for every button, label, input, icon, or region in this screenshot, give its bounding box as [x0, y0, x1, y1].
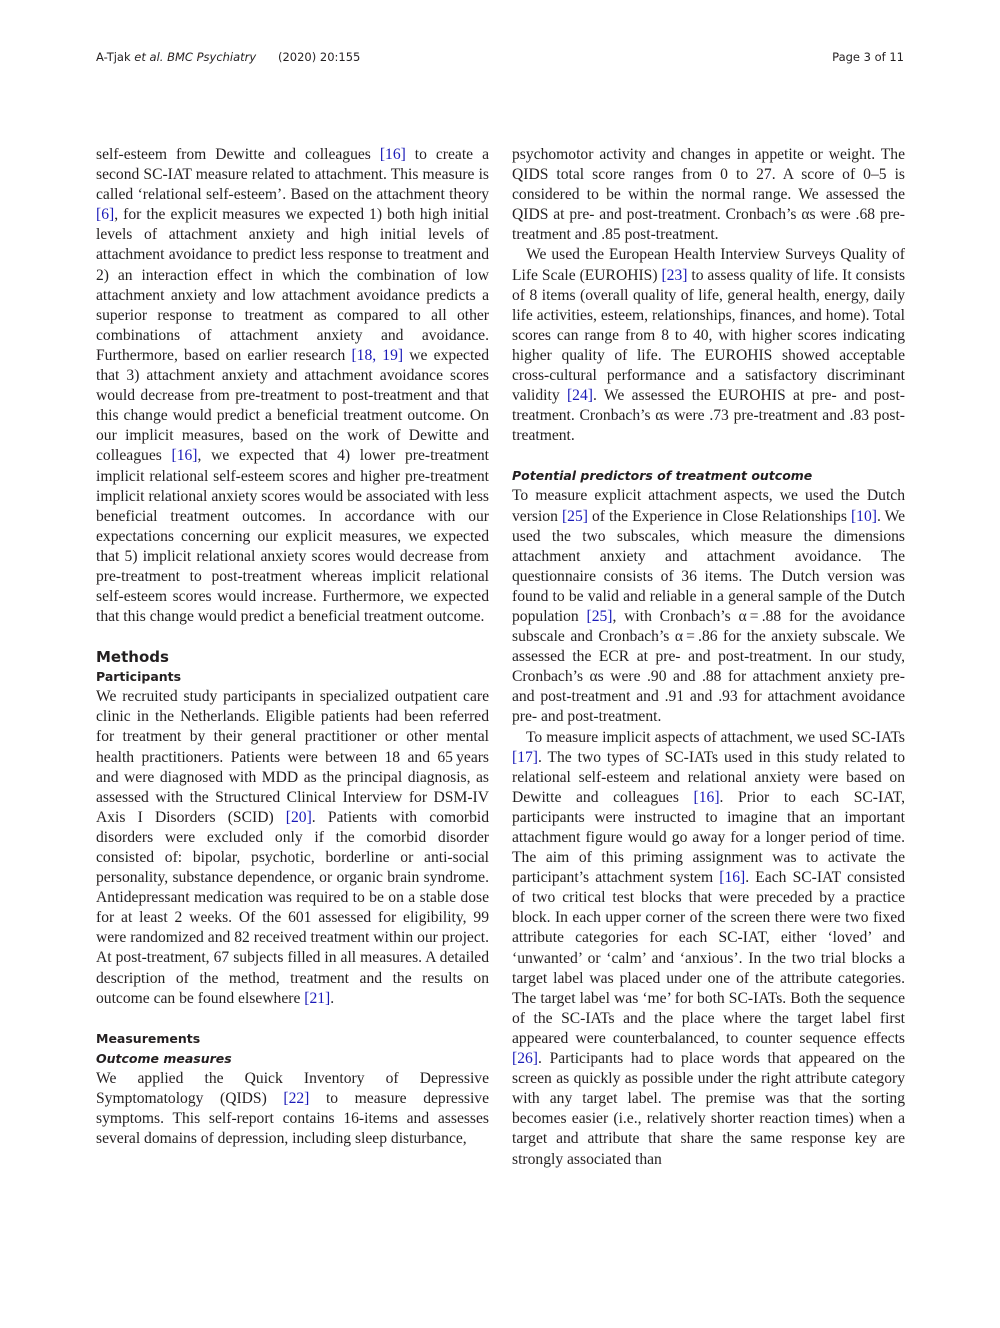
citation-link[interactable]: [25] — [561, 507, 588, 525]
paragraph: To measure explicit attachment aspects, we used the Dutch version [25] of the Experience in Close Relationships [10]. We used the two subscales, which measure the dimensions attachment anxiety and attachment avoidance. The questionnaire consists of 36 items. The Dutch version was found to be valid and reliable in a general sample of the Dutch population [25], with Cronbach’s α = .88 for the avoidance subscale and Cronbach’s α = .86 for the anxiety subscale. We assessed the ECR at pre- and post-treatment. In our study, Cronbach’s αs were .90 and .88 for attachment anxiety pre- and post-treatment and .91 and .93 for attachment avoidance pre- and post-treatment. — [512, 487, 905, 726]
subsection-heading-participants: Participants — [96, 669, 182, 685]
citation-link[interactable]: [16] — [379, 146, 406, 163]
journal-citation — [96, 50, 256, 64]
paragraph: We used the European Health Interview Surveys Quality of Life Scale (EUROHIS) [23] to assess quality of life. It consists of 8 items (overall quality of life, general health, energy, daily life activities, esteem, relationships, finances, and home). Total scores can range from 8 to 40, with higher scores indicating higher quality of life. The EUROHIS showed acceptable cross-cultural performance and a satisfactory discriminant validity [24]. We assessed the EUROHIS at pre- and post-treatment. Cronbach’s αs were .73 pre-treatment and .83 post-treatment. — [512, 246, 906, 445]
subsection-heading-measurements: Measurements — [96, 1030, 201, 1046]
header-journal: et al. BMC Psychiatry — [134, 50, 257, 64]
right-column — [512, 145, 905, 1170]
paragraph: We recruited study participants in specialized outpatient care clinic in the Netherlands. Eligible patients had been referred for treatment by their general practitioner or other mental health practitioners. Patients were between 18 and 65 years and were diagnosed with MDD as the principal diagnosis, as assessed with the Structured Clinical Interview for DSM-IV Axis I Disorders (SCID) [20]. Patients with comorbid disorders were excluded only if the comorbid disorder consisted of: bipolar, psychotic, borderline or anti-social personality, substance dependence, or organic brain syndrome. Antidepressant medication was required to be on a stable dose for at least 2 weeks. Of the 601 assessed for eligibility, 99 were randomized and 82 received treatment within our project. At post-treatment, 67 subjects filled in all measures. A detailed description of the method, treatment and the results on outcome can be found elsewhere [21]. — [96, 688, 489, 1007]
left-column — [96, 145, 489, 1149]
subsubsection-heading-outcome-measures: Outcome measures — [96, 1050, 232, 1066]
subsubsection-heading-potential-predictors: Potential predictors of treatment outcome — [512, 468, 813, 484]
citation-link[interactable]: [18, 19] — [351, 346, 404, 364]
page-number: Page 3 of 11 — [832, 50, 904, 64]
header-volume: (2020) 20:155 — [278, 50, 361, 64]
citation-link[interactable]: [16] — [719, 869, 746, 887]
paragraph: We applied the Quick Inventory of Depressive Symptomatology (QIDS) [22] to measure depressive symptoms. This self-report contains 16-items and assesses several domains of depression, including sleep disturbance, — [96, 1069, 490, 1148]
citation-link[interactable]: [23] — [661, 266, 688, 284]
citation-link[interactable]: [20] — [285, 808, 312, 826]
citation-link[interactable]: [17] — [512, 748, 538, 766]
citation-link[interactable]: [24] — [566, 387, 593, 405]
paragraph: To measure implicit aspects of attachment, we used SC-IATs [17]. The two types of SC-IATs used in this study related to relational self-esteem and relational anxiety were based on Dewitte and colleagues [16]. Prior to each SC-IAT, participants were instructed to imagine that an important attachment figure would go away for a longer period of time. The aim of this priming assignment was to activate the participant’s attachment system [16]. Each SC-IAT consisted of two critical test blocks that were preceded by a practice block. In each upper corner of the screen there were two fixed attribute categories for each SC-IAT, either ‘loved’ and ‘unwanted’ or ‘calm’ and ‘anxious’. In the two trial blocks a target label was placed under one of the attribute categories. The target label was ‘me’ for both SC-IATs. Both the sequence of the SC-IATs and the place where the target label first appeared were counterbalanced, to counter sequence effects [26]. Participants had to place words that appeared on the screen as quickly as possible under the right attribute category with any target label. The premise was that the sorting becomes easier (i.e., relatively shorter reaction times) when a target and attribute that share the same response key are strongly associated than — [512, 728, 906, 1168]
citation-link[interactable]: [26] — [512, 1050, 538, 1068]
citation-link[interactable]: [16] — [693, 788, 720, 806]
running-header — [96, 50, 904, 70]
paragraph: self-esteem from Dewitte and colleagues [16] to create a second SC-IAT measure related to attachment. This measure is called ‘relational self-esteem’. Based on the attachment theory [6], for the explicit measures we expected 1) both high initial levels of attachment anxiety and high initial levels of attachment avoidance to predict less response to treatment and 2) an interaction effect in which the combination of low attachment anxiety and low attachment avoidance predicts a superior response to treatment as compared to all other combinations of attachment anxiety and avoidance. Furthermore, based on earlier research [18, 19] we expected that 3) attachment anxiety and attachment avoidance scores would decrease from pre-treatment to post-treatment and that this change would predict a beneficial treatment outcome. On our implicit measures, based on the work of Dewitte and colleagues [16], we expected that 4) lower pre-treatment implicit relational self-esteem scores and higher pre-treatment implicit relational anxiety scores would be associated with less beneficial treatment outcomes. In accordance with our expectations concerning our explicit measures, we expected that 5) implicit relational anxiety scores would decrease from pre-treatment to post-treatment whereas implicit relational self-esteem scores would increase. Furthermore, we expected that this change would predict a beneficial treatment outcome. — [96, 146, 490, 626]
section-heading-methods: Methods — [96, 648, 169, 667]
citation-link[interactable]: [25] — [586, 607, 613, 625]
paragraph: psychomotor activity and changes in appetite or weight. The QIDS total score ranges from 0 to 27. A score of 0–5 is considered to be within the normal range. We assessed the QIDS at pre- and post-treatment. Cronbach’s αs were .68 pre-treatment and .85 post-treatment. — [512, 146, 905, 244]
citation-link[interactable]: [10] — [850, 507, 877, 525]
header-authors: A-Tjak — [96, 50, 131, 64]
citation-link[interactable]: [21] — [304, 989, 331, 1007]
citation-link[interactable]: [6] — [96, 206, 115, 224]
citation-link[interactable]: [22] — [283, 1089, 310, 1107]
citation-link[interactable]: [16] — [171, 447, 198, 465]
